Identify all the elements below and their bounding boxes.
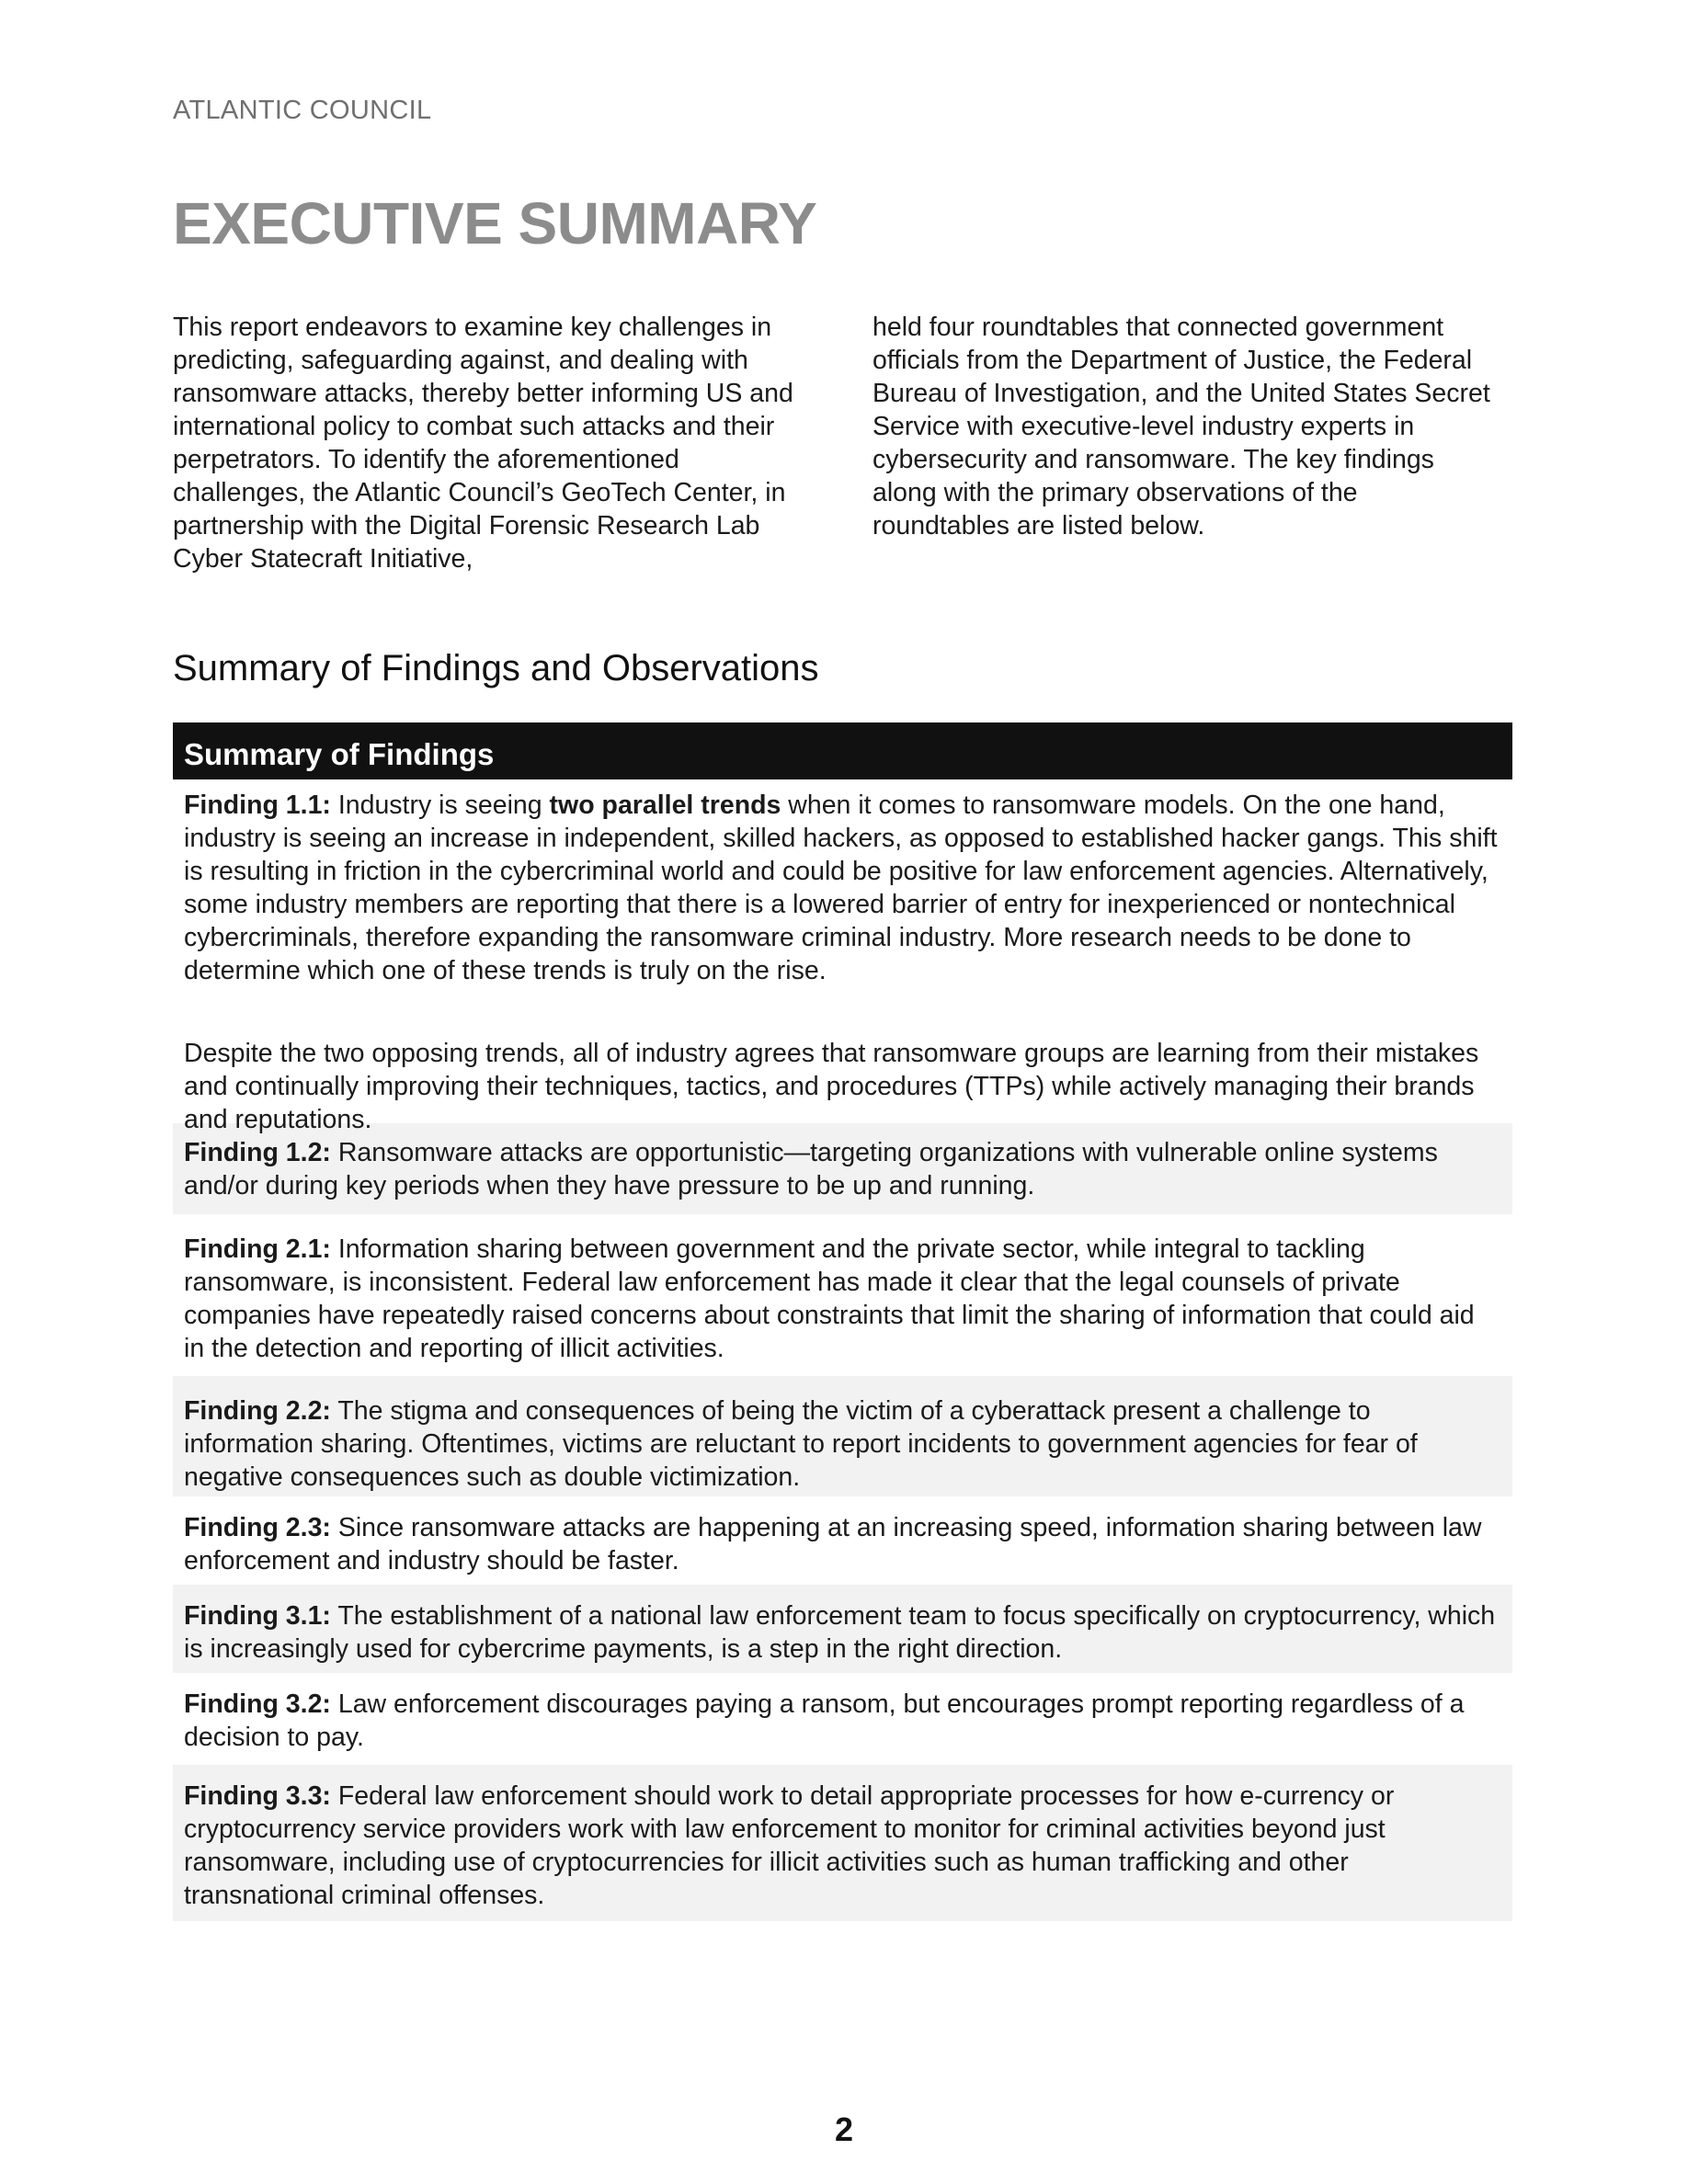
finding-3-2-row [173, 1673, 1512, 1765]
finding-text: Since ransomware attacks are happening at an increasing speed, information sharing between law enforcement and industry should be faster. [184, 1513, 1482, 1575]
finding-1-1-row [173, 779, 1512, 1134]
page-title: EXECUTIVE SUMMARY [173, 190, 817, 256]
section-heading: Summary of Findings and Observations [173, 648, 819, 688]
finding-label: Finding 2.1: [184, 1234, 331, 1264]
finding-1-2-row [173, 1123, 1512, 1214]
finding-text: Ransomware attacks are opportunistic—targeting organizations with vulnerable online systems and/or during key periods when they have pressure to be up and running. [184, 1138, 1438, 1200]
intro-paragraph-left: This report endeavors to examine key challenges in predicting, safeguarding against, and dealing with ransomware attacks, thereby better informing US and international policy to combat such attacks and their perpetrators. To identify the aforementioned challenges, the Atlantic Council’s GeoTech Center, in partnership with the Digital Forensic Research Lab Cyber Statecraft Initiative, [173, 313, 793, 574]
finding-label: Finding 2.2: [184, 1396, 331, 1426]
finding-label: Finding 1.2: [184, 1138, 331, 1167]
finding-2-1-row [173, 1214, 1512, 1376]
finding-text: Industry is seeing [330, 791, 550, 820]
finding-label: Finding 3.1: [184, 1601, 331, 1631]
findings-table [173, 722, 1512, 1921]
finding-label: Finding 2.3: [184, 1513, 331, 1542]
finding-label: Finding 1.1: [184, 791, 331, 820]
page-number: 2 [834, 2110, 854, 2148]
finding-3-3-row [173, 1765, 1512, 1921]
findings-table-header: Summary of Findings [173, 722, 1512, 779]
finding-2-2-row [173, 1376, 1512, 1496]
finding-text: The establishment of a national law enforcement team to focus specifically on cryptocurrency, which is increasingly used for cybercrime payments, is a step in the right direction. [184, 1601, 1496, 1664]
finding-3-1-row [173, 1585, 1512, 1673]
intro-paragraph-right: held four roundtables that connected government officials from the Department of Justice, the Federal Bureau of Investigation, and the United States Secret Service with executive-level industry experts in cybersecurity and ransomware. The key findings along with the primary observations of the roundtables are listed below. [873, 313, 1490, 540]
finding-1-1-paragraph-2: Despite the two opposing trends, all of industry agrees that ransomware groups are learning from their mistakes and continually improving their techniques, tactics, and procedures (TTPs) while actively managing their brands and reputations. [184, 1039, 1479, 1134]
finding-2-3-row [173, 1496, 1512, 1585]
finding-text: Information sharing between government and the private sector, while integral to tackling ransomware, is inconsistent. Federal law enforcement has made it clear that the legal counsels of private companies have repeatedly raised concerns about constraints that limit the sharing of information that could aid in the detection and reporting of illicit activities. [184, 1234, 1475, 1363]
finding-text: Federal law enforcement should work to detail appropriate processes for how e-currency or cryptocurrency service providers work with law enforcement to monitor for criminal activities beyond just ransomware, including use of cryptocurrencies for illicit activities such as human trafficking and other transnational criminal offenses. [184, 1781, 1395, 1910]
header-org: ATLANTIC COUNCIL [173, 96, 432, 125]
finding-emphasis: two parallel trends [549, 791, 781, 820]
finding-label: Finding 3.2: [184, 1689, 331, 1719]
finding-text: The stigma and consequences of being the victim of a cyberattack present a challenge to information sharing. Oftentimes, victims are reluctant to report incidents to government agencies for fear of negative consequences such as double victimization. [184, 1396, 1418, 1492]
finding-1-1-paragraph [184, 789, 1501, 987]
finding-label: Finding 3.3: [184, 1781, 331, 1811]
finding-text: when it comes to ransomware models. On the one hand, industry is seeing an increase in independent, skilled hackers, as opposed to established hacker gangs. This shift is resulting in friction in the cybercriminal world and could be positive for law enforcement agencies. Alternatively, some industry members are reporting that there is a lowered barrier of entry for inexperienced or nontechnical cybercriminals, therefore expanding the ransomware criminal industry. More research needs to be done to determine which one of these trends is truly on the rise. [184, 791, 1498, 985]
finding-text: Law enforcement discourages paying a ransom, but encourages prompt reporting regardless of a decision to pay. [184, 1689, 1465, 1752]
